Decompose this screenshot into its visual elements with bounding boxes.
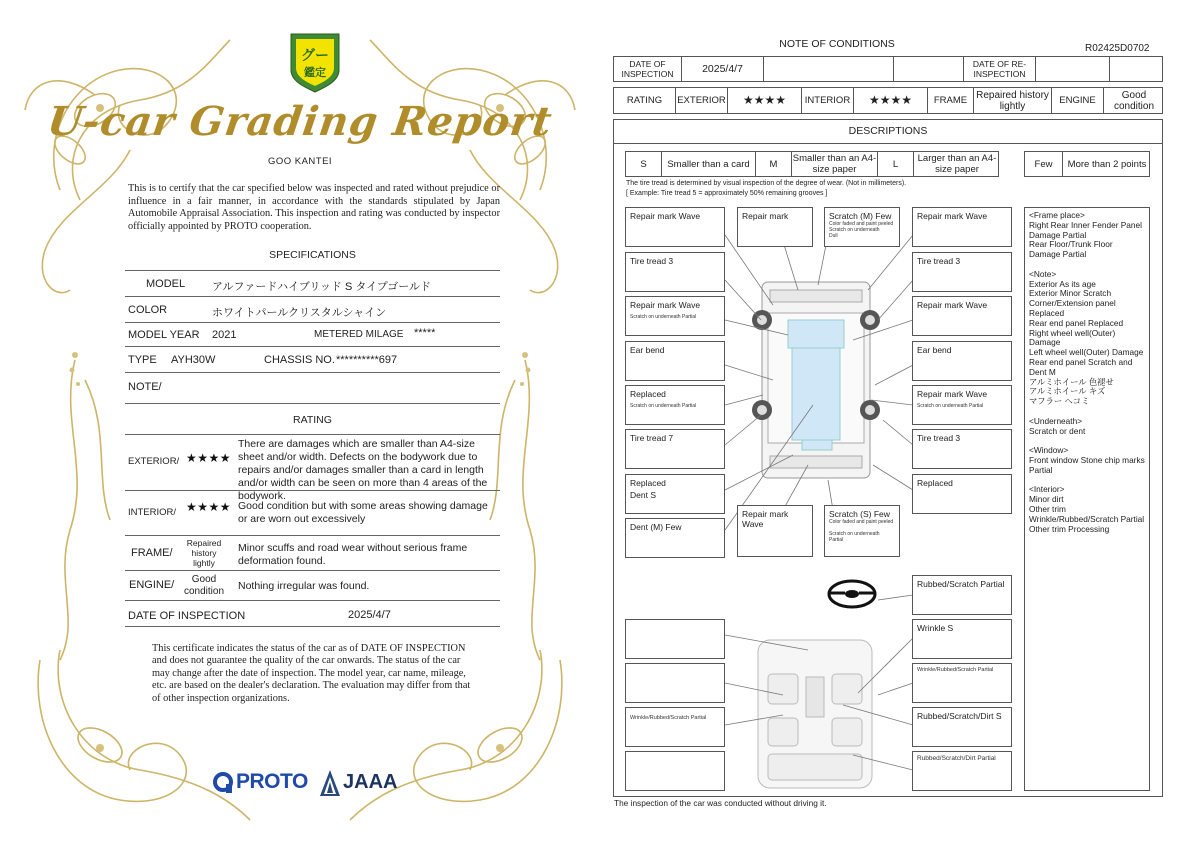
exterior-stars: ★★★★ xyxy=(728,88,802,113)
metered-milage-label: METERED MILAGE xyxy=(314,329,404,340)
callout-label: Rubbed/Scratch/Dirt S xyxy=(917,711,1002,721)
tire-example-note: [ Example: Tire tread 5 = approximately 50% remaining grooves ] xyxy=(626,190,828,197)
jaaa-logo-icon xyxy=(318,768,342,798)
callout-rear-left xyxy=(625,518,725,558)
legend-m-desc: Smaller than an A4-size paper xyxy=(792,153,877,175)
callout-interior-dash xyxy=(625,619,725,659)
callout-right-mirror xyxy=(912,341,1012,381)
callout-label: Repair mark Wave xyxy=(742,509,789,529)
callout-front-left-tire xyxy=(625,252,725,292)
callout-right-rear-door xyxy=(912,385,1012,425)
callout-label: Replaced xyxy=(917,478,953,488)
callout-label: Repair mark Wave xyxy=(917,211,988,221)
model-value: アルファードハイブリッド S タイプゴールド xyxy=(212,281,432,293)
color-value: ホワイトパールクリスタルシャイン xyxy=(212,307,387,319)
frame-value: Repaired history lightly xyxy=(186,538,222,568)
date-of-inspection-label: DATE OF INSPECTION xyxy=(128,610,246,622)
chassis-value: **********697 xyxy=(336,354,398,366)
callout-right-quarter xyxy=(912,474,1012,514)
condition-notes-panel xyxy=(1024,207,1150,791)
rating-row xyxy=(613,87,1163,114)
callout-steering xyxy=(912,575,1012,615)
legend-l-desc: Larger than an A4-size paper xyxy=(917,153,997,175)
callout-rear-left-tire xyxy=(625,429,725,469)
descriptions-heading: DESCRIPTIONS xyxy=(613,119,1163,144)
date-of-reinspection-value xyxy=(1036,57,1110,81)
interior-stars: ★★★★ xyxy=(854,88,928,113)
sheet-title: NOTE OF CONDITIONS xyxy=(779,38,895,50)
callout-label: Rubbed/Scratch Partial xyxy=(917,579,1005,589)
model-label: MODEL xyxy=(146,278,186,290)
callout-sub: Scratch on underneath Partial xyxy=(917,403,984,409)
callout-front-bumper xyxy=(824,207,900,247)
callout-right-front-door xyxy=(912,296,1012,336)
callout-interior-rear-seat xyxy=(625,751,725,791)
callout-left-mirror xyxy=(625,341,725,381)
note-of-conditions-sheet xyxy=(600,0,1200,848)
note-label: NOTE/ xyxy=(128,381,162,393)
callout-label: Replaced xyxy=(630,389,666,399)
callout-interior-ceiling xyxy=(912,619,1012,659)
divider xyxy=(125,535,500,536)
callout-rear-bumper xyxy=(824,505,900,557)
callout-label: Repair mark Wave xyxy=(917,300,988,310)
callout-hood xyxy=(737,207,813,247)
callout-rear-gate xyxy=(737,505,813,557)
empty-cell xyxy=(894,57,964,81)
divider xyxy=(125,626,500,627)
rating-label: RATING xyxy=(614,88,676,113)
callout-front-left xyxy=(625,207,725,247)
callout-label: Wrinkle/Rubbed/Scratch Partial xyxy=(917,667,994,673)
callout-interior-left-rear xyxy=(625,707,725,747)
callout-interior-left-seat xyxy=(625,663,725,703)
divider xyxy=(125,490,500,491)
frame-label: FRAME/ xyxy=(131,547,173,559)
engine-value: Good condition xyxy=(1113,89,1155,112)
empty-cell xyxy=(1110,57,1164,81)
proto-logo-icon xyxy=(212,770,236,796)
callout-front-right xyxy=(912,207,1012,247)
engine-label: ENGINE xyxy=(1052,88,1104,113)
divider xyxy=(125,372,500,373)
callout-label: Tire tread 3 xyxy=(917,256,961,266)
specifications-heading: SPECIFICATIONS xyxy=(269,249,356,261)
callout-label: Tire tread 3 xyxy=(917,433,961,443)
callout-sub: Scratch on underneath Partial xyxy=(630,403,697,409)
condition-notes: <Frame place> Right Rear Inner Fender Panel Damage Partial Rear Floor/Trunk Floor Damage Partial <Note> Exterior As its age Exterior Minor Scratch Corner/Extension panel Replaced Rear end panel Replaced Right wheel well(Outer) Damage Left wheel well(Outer) Damage Rear end panel Scratch and Dent M アルミホイール 色褪せ アルミホイール キズ マフラー ヘコミ <Underneath> Scratch or dent <Window> Front window Stone chip marks Partial <Interior> Minor dirt Other trim Wrinkle/Rubbed/Scratch Partial Other trim Processing xyxy=(1029,210,1145,534)
model-year-value: 2021 xyxy=(212,329,237,341)
few-legend xyxy=(1024,151,1150,177)
callout-label: Repair mark Wave xyxy=(917,389,988,399)
callout-label: Ear bend xyxy=(630,345,665,355)
callout-label: Repair mark Wave xyxy=(630,300,701,310)
callout-left-quarter xyxy=(625,474,725,514)
callout-label: Scratch (S) Few xyxy=(829,509,890,519)
type-value: AYH30W xyxy=(171,354,216,366)
model-year-label: MODEL YEAR xyxy=(128,329,200,341)
callout-rear-right-tire xyxy=(912,429,1012,469)
divider xyxy=(125,270,500,271)
callout-sub: Color faded and paint peeled xyxy=(829,221,894,227)
legend-m: M xyxy=(756,152,792,176)
jaaa-logo-text: JAAA xyxy=(343,771,398,793)
callout-label: Repair mark Wave xyxy=(630,211,701,221)
interior-label: INTERIOR xyxy=(802,88,854,113)
callout-label: Tire tread 7 xyxy=(630,433,674,443)
metered-milage-value: ***** xyxy=(414,327,436,339)
callout-label: Wrinkle S xyxy=(917,623,954,633)
sheet-reference: R02425D0702 xyxy=(1085,43,1150,54)
date-of-inspection-value: 2025/4/7 xyxy=(682,57,764,81)
chassis-label: CHASSIS NO. xyxy=(264,354,335,366)
date-of-inspection-label: DATE OF INSPECTION xyxy=(614,57,682,81)
callout-label: Rubbed/Scratch/Dirt Partial xyxy=(917,755,996,762)
divider xyxy=(125,403,500,404)
callout-sub: Scratch on underneath Partial xyxy=(829,531,880,543)
rating-heading: RATING xyxy=(293,414,332,426)
interior-description: Good condition but with some areas showing damage or are worn out excessively xyxy=(238,500,488,525)
legend-few: Few xyxy=(1025,152,1063,176)
interior-label: INTERIOR/ xyxy=(128,507,177,518)
legend-l: L xyxy=(878,152,914,176)
size-legend xyxy=(625,151,999,177)
exterior-label: EXTERIOR xyxy=(676,88,728,113)
callout-sub: Color faded and paint peeled xyxy=(829,519,894,525)
callout-front-right-tire xyxy=(912,252,1012,292)
type-label: TYPE xyxy=(128,354,157,366)
callout-interior-right-rear xyxy=(912,707,1012,747)
legend-few-desc: More than 2 points xyxy=(1067,158,1147,170)
callout-label: Repair mark xyxy=(742,211,789,221)
callout-label: Tire tread 3 xyxy=(630,256,674,266)
divider xyxy=(125,570,500,571)
callout-interior-cargo xyxy=(912,751,1012,791)
inspection-footer-note: The inspection of the car was conducted without driving it. xyxy=(614,798,827,808)
legend-s-desc: Smaller than a card xyxy=(662,152,756,176)
goo-kantei-badge-icon xyxy=(287,30,343,94)
exterior-description: There are damages which are smaller than A4-size sheet and/or width. Defects on the bodywork due to repairs and/or damages smaller than a card in length and/or width can be seen on more than 4 areas of the bodywork. xyxy=(238,438,488,502)
engine-value: Good condition xyxy=(183,574,225,597)
exterior-stars: ★★★★ xyxy=(186,451,232,465)
callout-label: Scratch (M) Few xyxy=(829,211,892,221)
svg-text:鑑定: 鑑定 xyxy=(304,66,326,79)
callout-sub: Scratch on underneath xyxy=(829,227,880,233)
exterior-label: EXTERIOR/ xyxy=(128,456,180,467)
engine-description: Nothing irregular was found. xyxy=(238,580,370,592)
callout-label: Replaced xyxy=(630,478,666,488)
callout-left-rear-door xyxy=(625,385,725,425)
certificate-footer: This certificate indicates the status of the car as of DATE OF INSPECTION and does not guarantee the quality of the car onwards. The status of the car may change after the date of inspection. The model year, car name, mileage, etc. are based on the dealer's declaration. The evaluation may differ from that of other inspection organizations. xyxy=(152,643,471,704)
divider xyxy=(125,296,500,297)
callout-interior-right-seat xyxy=(912,663,1012,703)
tire-note: The tire tread is determined by visual inspection of the degree of wear. (Not in millimeters). xyxy=(626,180,907,187)
date-of-reinspection-label: DATE OF RE-INSPECTION xyxy=(964,57,1036,81)
frame-value: Repaired history lightly xyxy=(974,88,1052,113)
legend-s: S xyxy=(626,152,662,176)
date-of-inspection-value: 2025/4/7 xyxy=(348,609,391,621)
callout-label: Wrinkle/Rubbed/Scratch Partial xyxy=(630,715,707,721)
callout-left-front-door xyxy=(625,296,725,336)
divider xyxy=(125,434,500,435)
color-label: COLOR xyxy=(128,304,168,316)
report-title: U-car Grading Report xyxy=(44,98,556,145)
svg-text:グー: グー xyxy=(301,48,329,64)
engine-label: ENGINE/ xyxy=(129,579,175,591)
report-subtitle: GOO KANTEI xyxy=(267,156,333,167)
certification-intro: This is to certify that the car specified below was inspected and rated without prejudice or influence in a fair manner, in accordance with the standards stipulated by Japan Automobile Appraisal Association. This inspection and rating was conducted by inspector officially appointed by PROTO cooperation. xyxy=(128,183,500,232)
interior-stars: ★★★★ xyxy=(186,500,232,514)
divider xyxy=(125,346,500,347)
callout-label: Ear bend xyxy=(917,345,952,355)
divider xyxy=(125,322,500,323)
proto-logo-text: PROTO xyxy=(236,770,308,793)
empty-cell xyxy=(764,57,894,81)
callout-label: Dent (M) Few xyxy=(630,522,682,532)
frame-description: Minor scuffs and road wear without serious frame deformation found. xyxy=(238,542,468,567)
divider xyxy=(125,600,500,601)
callout-sub: Dull xyxy=(829,233,838,239)
callout-sub: Dent S xyxy=(630,490,656,500)
callout-sub: Scratch on underneath Partial xyxy=(630,314,697,320)
date-row xyxy=(613,56,1163,82)
frame-label: FRAME xyxy=(928,88,974,113)
